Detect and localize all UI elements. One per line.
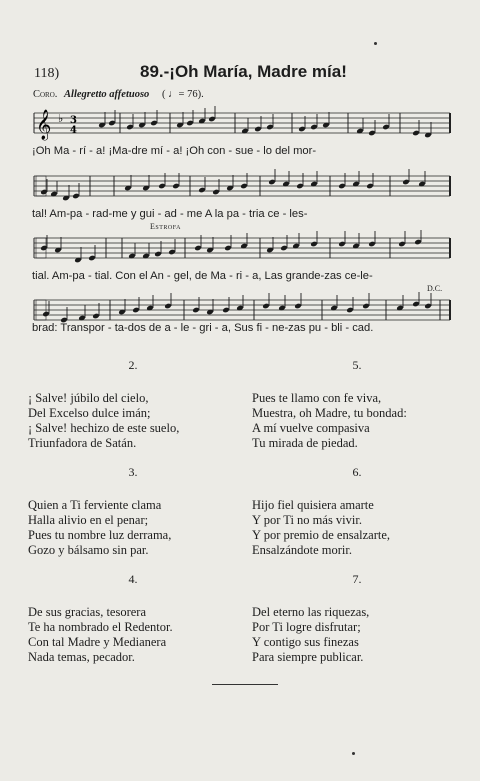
verse-line: De sus gracias, tesorera <box>28 605 147 619</box>
note-head <box>62 185 70 201</box>
hymn-title: 89.-¡Oh María, Madre mía! <box>140 62 347 81</box>
staff-system-2 <box>30 168 454 204</box>
note-head <box>310 231 318 247</box>
stanza-number: 3. <box>128 465 138 479</box>
verse-line: Pues te llamo con fe viva, <box>252 391 382 405</box>
flat-icon: ♭ <box>58 112 64 125</box>
note-head <box>164 293 172 309</box>
note-head <box>40 179 48 195</box>
note-head <box>268 169 276 185</box>
note-head <box>322 112 330 128</box>
verse-line: Del Excelso dulce imán; <box>28 406 151 420</box>
note-head <box>310 171 318 187</box>
print-speck <box>352 752 355 755</box>
stanza-3 <box>28 465 238 558</box>
verse-line: Con tal Madre y Medianera <box>28 635 167 649</box>
note-head <box>146 295 154 311</box>
note-head <box>356 118 364 134</box>
note-head <box>54 237 62 253</box>
note-head <box>236 295 244 311</box>
staff-system-1 <box>30 105 454 141</box>
note-head <box>254 116 262 132</box>
note-head <box>74 247 82 263</box>
stanza-number: 7. <box>352 572 362 586</box>
note-head <box>424 122 432 138</box>
verse-line: Quien a Ti ferviente clama <box>28 498 162 512</box>
note-head <box>208 106 216 122</box>
note-head <box>368 231 376 247</box>
note-head <box>142 175 150 191</box>
page-number: 118) <box>34 66 60 81</box>
verse-line: Triunfadora de Satán. <box>28 436 137 450</box>
note-head <box>282 171 290 187</box>
note-head <box>226 175 234 191</box>
time-signature: 3 <box>70 115 77 126</box>
verse-line: Tu mirada de piedad. <box>252 436 358 450</box>
note-head <box>338 231 346 247</box>
stanza-number: 5. <box>352 358 362 372</box>
tempo-text: Allegretto affetuoso <box>64 89 150 100</box>
stanza-4 <box>28 572 238 665</box>
note-head <box>142 243 150 259</box>
verse-line: Halla alivio en el penar; <box>28 513 149 527</box>
note-head <box>294 293 302 309</box>
staff-lines <box>34 113 450 133</box>
note-head <box>98 112 106 128</box>
note-head <box>266 237 274 253</box>
lyric-line-1: ¡Oh Ma - rí - a! ¡Ma-dre mí - a! ¡Oh con - sue - lo del mor- <box>32 145 317 157</box>
stanza-2 <box>28 358 238 451</box>
note-head <box>241 118 249 134</box>
verse-line: Nada temas, pecador. <box>28 650 135 664</box>
stanza-7 <box>252 572 462 665</box>
note-head <box>128 243 136 259</box>
verse-line: Te ha nombrado el Redentor. <box>28 620 173 634</box>
time-signature: 4 <box>70 125 77 136</box>
verse-line: Y por Ti no más vivir. <box>252 513 362 527</box>
note-head <box>206 299 214 315</box>
staff-system-3 <box>30 230 454 266</box>
note-head <box>424 293 432 309</box>
note-head <box>398 231 406 247</box>
note-head <box>352 233 360 249</box>
note-head <box>240 233 248 249</box>
note-head <box>206 237 214 253</box>
note-head <box>330 295 338 311</box>
note-head <box>352 171 360 187</box>
verse-line: Pues tu nombre luz derrama, <box>28 528 172 542</box>
verse-line: ¡ Salve! júbilo del cielo, <box>28 391 149 405</box>
note-head <box>154 241 162 257</box>
note-head <box>262 293 270 309</box>
stanza-5 <box>252 358 462 451</box>
print-speck <box>374 42 377 45</box>
tempo-marking <box>33 89 204 100</box>
verse-line: Muestra, oh Madre, tu bondad: <box>252 406 407 420</box>
note-head <box>50 181 58 197</box>
lyric-line-3: tial. Am-pa - tial. Con el An - gel, de Ma - ri - a, Las grande-zas ce-le- <box>32 270 373 282</box>
note-head <box>418 171 426 187</box>
stanza-6 <box>252 465 462 558</box>
note-head <box>78 305 86 321</box>
note-head <box>396 295 404 311</box>
verse-line: Gozo y bálsamo sin par. <box>28 543 149 557</box>
note-head <box>212 179 220 195</box>
note-head <box>118 299 126 315</box>
verse-line: ¡ Salve! hechizo de este suelo, <box>28 421 180 435</box>
lyric-line-4: brad: Transpor - ta-dos de a - le - gri - a, Sus fi - ne-zas pu - bli - cad. <box>32 322 374 334</box>
verse-line: Y contigo sus finezas <box>252 635 359 649</box>
estrofa-label: Estrofa <box>150 222 181 231</box>
coro-label: Coro. <box>33 89 58 100</box>
verse-line: Por Ti logre disfrutar; <box>252 620 361 634</box>
stanza-number: 4. <box>128 572 138 586</box>
note-head <box>402 169 410 185</box>
dc-label: D.C. <box>427 284 443 293</box>
note-head <box>198 108 206 124</box>
stanza-number: 2. <box>128 358 138 372</box>
note-head <box>176 112 184 128</box>
verse-line: A mí vuelve compasiva <box>252 421 370 435</box>
note-head <box>92 303 100 319</box>
verse-line: Ensalzándote morir. <box>252 543 352 557</box>
note-head <box>124 175 132 191</box>
verse-line: Hijo fiel quisiera amarte <box>252 498 374 512</box>
lyric-line-2: tal! Am-pa - rad-me y gui - ad - me A la pa - tria ce - les- <box>32 208 308 220</box>
note-head <box>278 295 286 311</box>
verse-line: Del eterno las riquezas, <box>252 605 370 619</box>
verse-line: Y por premio de ensalzarte, <box>252 528 391 542</box>
metronome-mark: ( ♩= 76). <box>161 89 204 100</box>
end-divider <box>212 684 278 685</box>
note-head <box>362 293 370 309</box>
verse-line: Para siempre publicar. <box>252 650 364 664</box>
treble-clef-icon: 𝄞 <box>36 110 52 140</box>
stanza-number: 6. <box>352 465 362 479</box>
note-head <box>138 112 146 128</box>
note-head <box>298 116 306 132</box>
note-head <box>292 233 300 249</box>
